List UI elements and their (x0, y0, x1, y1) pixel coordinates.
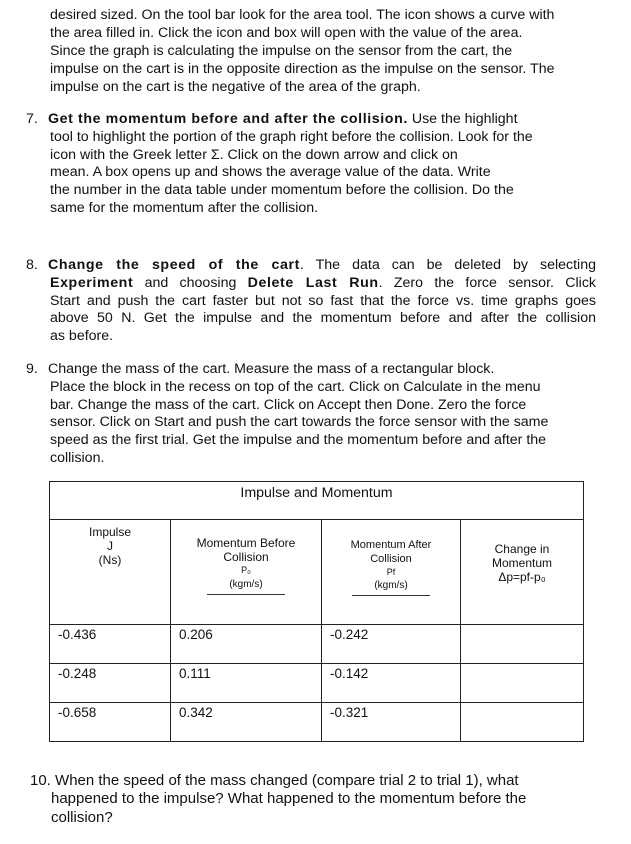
cell-momentum-after: -0.242 (322, 625, 461, 664)
step-number: 7. (26, 111, 38, 127)
header-line: Momentum Before (196, 536, 296, 550)
step-9 (26, 361, 596, 468)
intro-line: impulse on the cart is the negative of the area of the graph. (50, 79, 421, 96)
menu-name-delete-last-run: Delete Last Run (247, 274, 379, 291)
step-text: . The data can be deleted by selecting (299, 257, 596, 273)
step-text: Use the highlight (407, 111, 518, 127)
header-line: (Ns) (98, 553, 122, 567)
step-7 (26, 111, 596, 218)
header-change-momentum (461, 520, 584, 625)
cell-momentum-before: 0.111 (171, 664, 322, 703)
cell-momentum-before: 0.206 (171, 625, 322, 664)
step-line: collision? (51, 808, 113, 826)
cell-momentum-before: 0.342 (171, 703, 322, 742)
header-unit: (kgm/s) (207, 578, 284, 595)
step-line: tool to highlight the portion of the graph right before the collision. Look for the (50, 128, 533, 145)
step-text: . Zero the force sensor. Click (378, 274, 597, 291)
step-8 (26, 257, 596, 346)
table-title: Impulse and Momentum (50, 482, 584, 520)
cell-impulse: -0.248 (50, 664, 171, 703)
header-line: Momentum (491, 556, 553, 570)
impulse-momentum-table (49, 481, 584, 742)
header-line: Collision (223, 550, 269, 564)
intro-line: Since the graph is calculating the impulse on the sensor from the cart, the (50, 43, 513, 60)
header-line: Collision (370, 553, 412, 565)
step-number: 8. (26, 257, 38, 273)
step-number: 9. (26, 361, 38, 377)
cell-change-momentum (461, 625, 584, 664)
step-line: the number in the data table under momentum before the collision. Do the (50, 182, 514, 199)
step-line: collision. (50, 449, 105, 466)
step-heading: Get the momentum before and after the collision. (48, 111, 408, 127)
header-symbol: Pf (386, 567, 396, 577)
header-line: Impulse (88, 525, 132, 539)
step-text: When the speed of the mass changed (compare trial 2 to trial 1), what (55, 772, 519, 789)
cell-impulse: -0.436 (50, 625, 171, 664)
cell-momentum-after: -0.321 (322, 703, 461, 742)
table-row (50, 703, 584, 742)
step-line: bar. Change the mass of the cart. Click on Accept then Done. Zero the force (50, 396, 527, 413)
table-row (50, 664, 584, 703)
cell-change-momentum (461, 703, 584, 742)
header-momentum-before (171, 520, 322, 625)
step-line: mean. A box opens up and shows the average value of the data. Write (50, 164, 491, 181)
table-row (50, 625, 584, 664)
header-momentum-after (322, 520, 461, 625)
intro-line: the area filled in. Click the icon and box will open with the value of the area. (50, 25, 523, 42)
step-line: above 50 N. Get the impulse and the momentum before and after the collision (50, 310, 596, 327)
step-line: icon with the Greek letter Σ. Click on the down arrow and click on (50, 146, 458, 163)
cell-change-momentum (461, 664, 584, 703)
step-heading: Change the speed of the cart (48, 257, 300, 273)
step-text: and choosing (133, 274, 248, 291)
header-line: Δp=pf-p₀ (498, 570, 546, 584)
menu-name-experiment: Experiment (50, 274, 134, 291)
header-impulse (50, 520, 171, 625)
intro-line: impulse on the cart is in the opposite direction as the impulse on the sensor. The (50, 61, 555, 78)
header-line: J (107, 539, 113, 553)
cell-momentum-after: -0.142 (322, 664, 461, 703)
step-line: sensor. Click on Start and push the cart towards the force sensor with the same (50, 414, 549, 431)
step-10 (30, 772, 590, 827)
step-line: as before. (50, 328, 114, 345)
step-number: 10. (30, 772, 51, 789)
step-line: Start and push the cart faster but not so fast that the force vs. time graphs goes (50, 292, 596, 309)
header-symbol: P₀ (241, 565, 251, 575)
step-line: speed as the first trial. Get the impulse and the momentum before and after the (50, 432, 547, 449)
intro-line: desired sized. On the tool bar look for the area tool. The icon shows a curve with (50, 7, 555, 23)
step-line: Place the block in the recess on top of the cart. Click on Calculate in the menu (50, 378, 541, 395)
step-line: happened to the impulse? What happened to the momentum before the (51, 790, 527, 808)
cell-impulse: -0.658 (50, 703, 171, 742)
step-text: Change the mass of the cart. Measure the mass of a rectangular block. (48, 361, 495, 377)
header-line: Momentum After (350, 539, 432, 551)
step-line: same for the momentum after the collision. (50, 199, 319, 216)
header-unit: (kgm/s) (352, 579, 429, 596)
header-line: Change in (494, 542, 550, 556)
intro-paragraph (50, 6, 595, 96)
